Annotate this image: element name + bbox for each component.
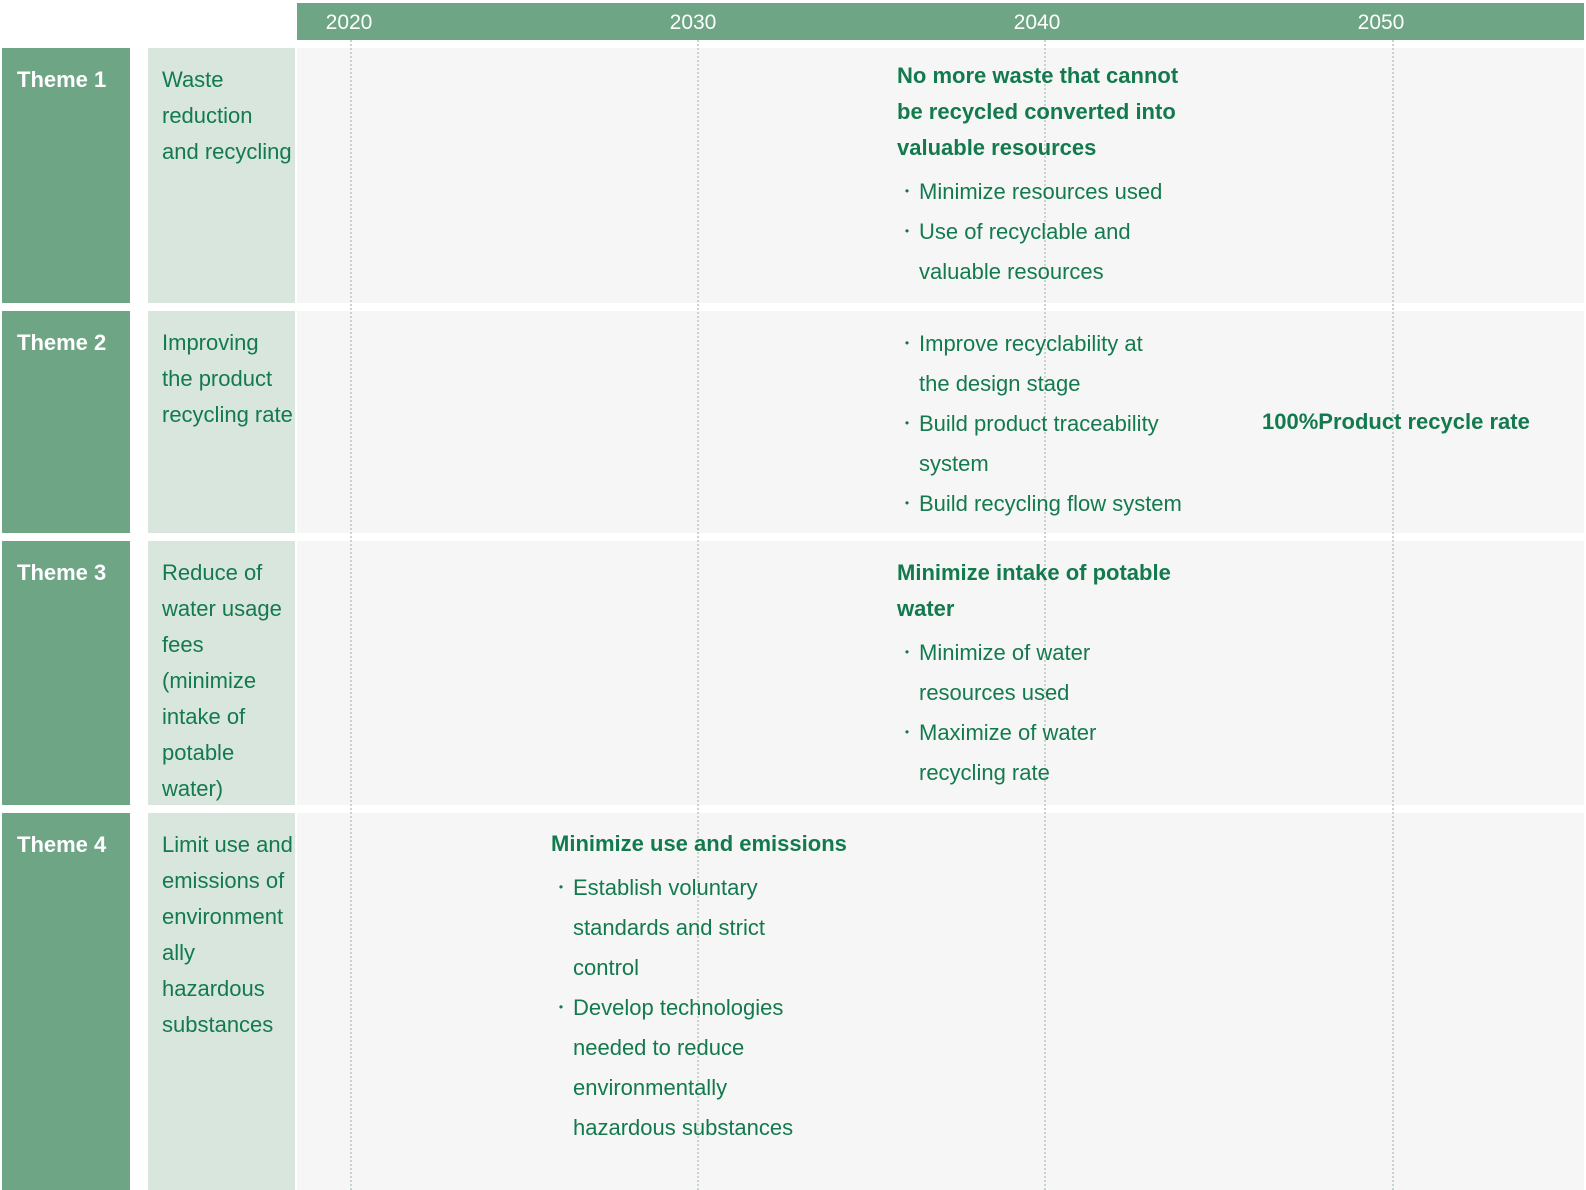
theme-2-goal: 100%Product recycle rate — [1262, 409, 1530, 434]
theme-2-bullet: ・ Build product traceability system — [897, 404, 1209, 484]
theme-4-bullet-list — [551, 868, 881, 1148]
theme-4-label-text: Theme 4 — [17, 832, 107, 857]
timeline-header — [297, 3, 1584, 40]
theme-4-bullet: ・ Establish voluntary standards and strict control — [551, 868, 803, 988]
year-label-2020: 2020 — [325, 11, 373, 34]
theme-4-heading: Minimize use and emissions — [551, 831, 847, 856]
theme-3-bullet: ・ Maximize of water recycling rate — [897, 713, 1119, 793]
theme-3-bullet-list — [897, 633, 1197, 793]
theme-3-content — [897, 555, 1197, 793]
theme-3-label-text: Theme 3 — [17, 560, 107, 585]
theme-1-label — [2, 48, 130, 303]
year-gridline-2020 — [350, 40, 352, 1190]
theme-1-bullet: ・ Minimize resources used — [897, 172, 1207, 212]
year-label-2030: 2030 — [669, 11, 717, 34]
theme-2-bullet: ・ Improve recyclability at the design stage — [897, 324, 1179, 404]
theme-2-label-text: Theme 2 — [17, 330, 107, 355]
theme-2-bullet-list — [897, 324, 1217, 524]
theme-1-content — [897, 58, 1207, 292]
year-label-2040: 2040 — [1013, 11, 1061, 34]
theme-4-bullet: ・ Develop technologies needed to reduce environmentally hazardous substances — [551, 988, 823, 1148]
theme-4-row — [297, 813, 1584, 1190]
theme-3-label — [2, 541, 130, 805]
theme-4-label — [2, 813, 130, 1190]
theme-1-description — [148, 48, 295, 303]
theme-3-description-text: Reduce of water usage fees (minimize intake of potable water) — [162, 560, 282, 801]
theme-4-description — [148, 813, 295, 1190]
theme-1-heading: No more waste that cannot be recycled converted into valuable resources — [897, 63, 1179, 160]
theme-3-bullet: ・ Minimize of water resources used — [897, 633, 1119, 713]
theme-1-description-text: Waste reduction and recycling — [162, 67, 292, 164]
theme-4-description-text: Limit use and emissions of environmentally hazardous substances — [162, 832, 293, 1037]
theme-1-bullet-list — [897, 172, 1207, 292]
theme-1-bullet: ・ Use of recyclable and valuable resources — [897, 212, 1159, 292]
theme-2-bullet: ・ Build recycling flow system — [897, 484, 1217, 524]
theme-2-description — [148, 311, 295, 533]
year-gridline-2050 — [1392, 40, 1394, 1190]
theme-2-content — [897, 324, 1217, 524]
year-label-2050: 2050 — [1357, 11, 1405, 34]
theme-3-heading: Minimize intake of potable water — [897, 560, 1171, 621]
theme-2-label — [2, 311, 130, 533]
theme-2-description-text: Improving the product recycling rate — [162, 330, 293, 427]
theme-4-content — [551, 826, 881, 1148]
theme-3-description — [148, 541, 295, 805]
theme-1-label-text: Theme 1 — [17, 67, 107, 92]
